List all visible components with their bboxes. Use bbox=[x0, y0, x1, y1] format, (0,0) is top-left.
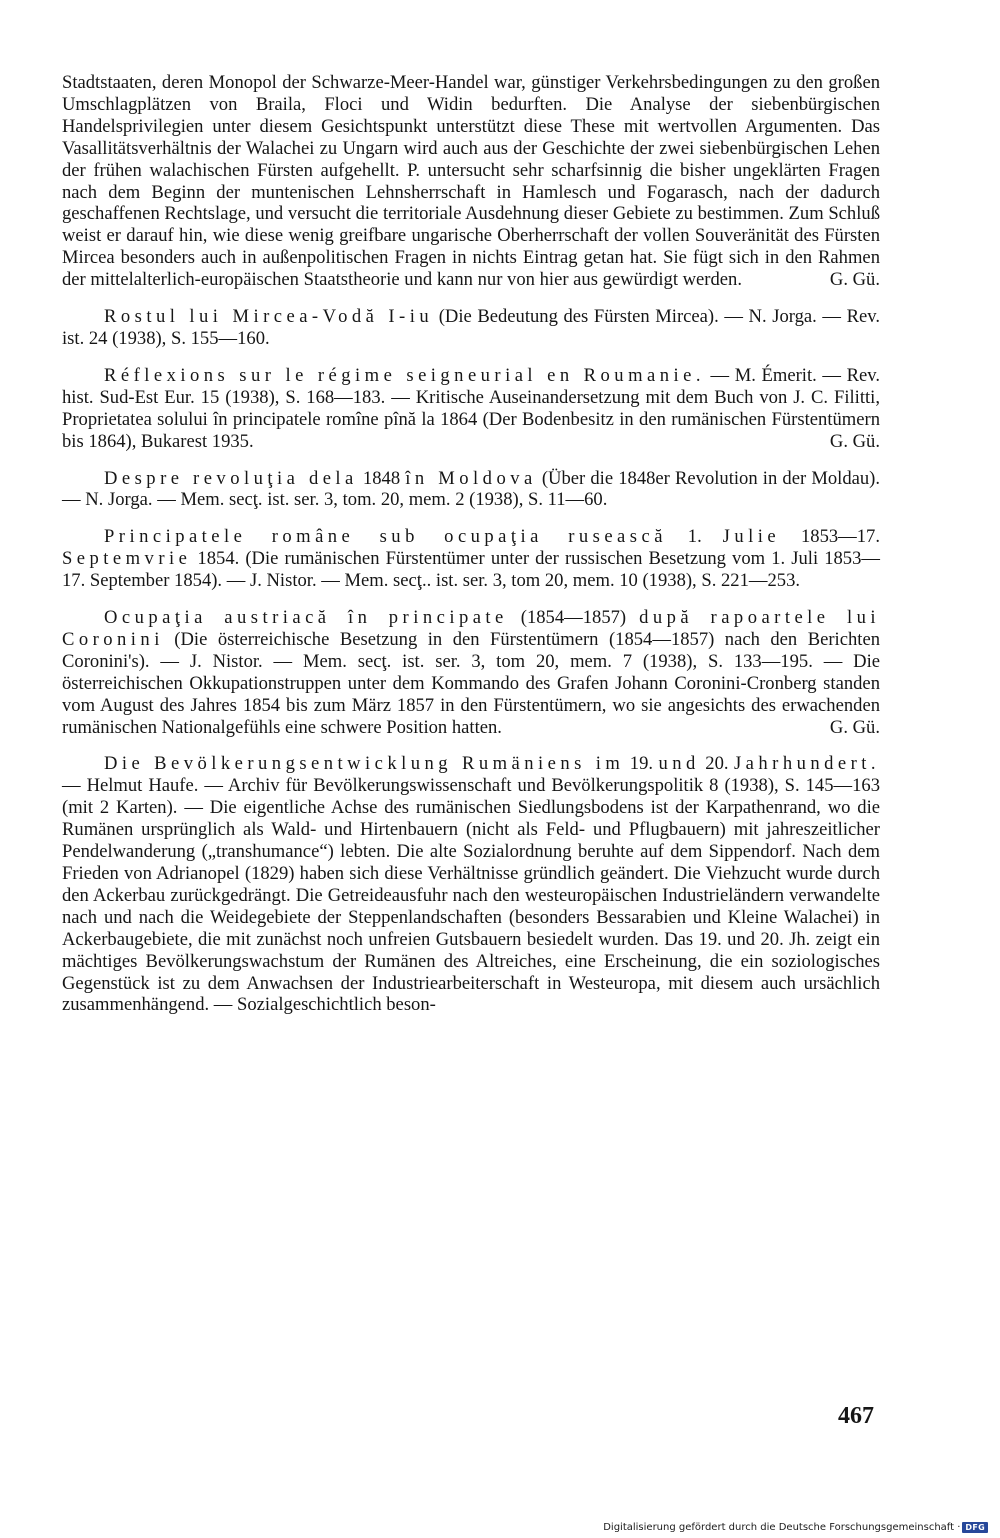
digitization-footer bbox=[603, 1522, 988, 1533]
entry-title-cont-2: Septemvrie bbox=[62, 548, 192, 570]
entry-bevoelkerungsentwicklung bbox=[62, 753, 880, 1016]
entry-ocupatia-austriaca bbox=[62, 607, 880, 738]
entry-title-year: 1848 bbox=[357, 467, 406, 489]
entry-reflexions-regime bbox=[62, 365, 880, 453]
entry-title: Réflexions sur le régime seigneurial en Roumanie. bbox=[104, 364, 705, 386]
entry-title: Despre revoluţia dela bbox=[104, 467, 358, 489]
entry-text: (Die österreichische Besetzung in den Fürstentümern (1854—1857) nach den Berichten Coronini's). — J. Nistor. — Mem. secţ. ist. ser. 3, tom 20, mem. 7 (1938), S. 133—195. — Die österreichischen Okkupationstruppen unter dem Kommando des Grafen Johann Coronini-Cronberg standen vom August des Jahres 1854 bis zum März 1857 in den Fürstentümern, wo sie angesichts des erwachenden rumänischen Nationalgefühls eine schwere Position hatten. bbox=[62, 628, 880, 738]
intro-signature: G. Gü. bbox=[829, 269, 880, 291]
entry-title-cont: în Moldova bbox=[405, 467, 537, 489]
entry-text: (Die Bedeutung des Fürsten Mircea). — N. Jorga. — Rev. ist. 24 (1938), S. 155—160. bbox=[62, 306, 880, 349]
entry-title-cont: und bbox=[658, 753, 700, 775]
entry-title: Die Bevölkerungsentwicklung Rumäniens im bbox=[104, 753, 625, 775]
entry-text: — Helmut Haufe. — Archiv für Bevölkerungswissenschaft und Bevölkerungspolitik 8 (1938), S. 145—163 (mit 2 Karten). — Die eigentliche Achse des rumänischen Siedlungsbodens ist der Karpathenrand, wo die Rumänen ursprünglich als Wald- und Hirtenbauern (nicht als Feld- und Pflugbauern) mit jahreszeitlicher Pendelwanderung („transhumance“) lebten. Die alte Sozialordnung beruhte auf dem Sippendorf. Nach dem Frieden von Adrianopel (1829) haben sich diese Verhältnisse gründlich geändert. Die Viehzucht wurde durch den Ackerbau zurückgedrängt. Die Getreideausfuhr nach den westeuropäischen Industrieländern verwandelte nach und nach die Weidegebiete der Steppenlandschaften (besonders Bessarabien und Kleine Walachei) in Ackerbaugebiete, die mit zunächst noch unfreien Gutsbauern besiedelt wurden. Das 19. und 20. Jh. zeigt ein mächtiges Bevölkerungswachstum der Rumänen des Altreiches, eine Erscheinung, die ein soziologisches Gegenstück ist zu dem Anwachsen der Industriearbeiterschaft in Westeuropa, mit diesem auch ursächlich zusammenhängend. — Sozialgeschichtlich beson- bbox=[62, 775, 880, 1016]
entry-signature: G. Gü. bbox=[829, 716, 880, 738]
page-number: 467 bbox=[838, 1403, 874, 1429]
intro-text: Stadtstaaten, deren Monopol der Schwarze-Meer-Handel war, günstiger Verkehrsbedingungen zu den großen Umschlagplätzen von Braila, Floci und Widin bedurften. Die Analyse der siebenbürgischen Handelsprivilegien unter diesem Gesichtspunkt unterstützt diese These mit wertvollen Argumenten. Das Vasallitätsverhältnis der Walachei zu Ungarn wird auch aus der Geschichte der zwei siebenbürgischen Lehen der frühen walachischen Fürsten aufgehellt. P. untersucht sehr scharfsinnig die bisher ungeklärten Fragen nach dem Beginn der muntenischen Lehnsherrschaft in Hamlesch und Fogarasch, nach der dadurch geschaffenen Rechtslage, und versucht die territoriale Ausdehnung dieser Gebiete zu bestimmen. Zum Schluß weist er darauf hin, wie diese wenig greifbare ungarische Oberherrschaft der vollen Souveränität des Fürsten Mircea besonders auch in außenpolitischen Fragen in nichts Eintrag getan hat. Sie fügt sich in den Rahmen der mittelalterlich-europäischen Staatstheorie und kann nur von hier aus gewürdigt werden. bbox=[62, 72, 880, 291]
footer-text: Digitalisierung gefördert durch die Deutsche Forschungsgemeinschaft · bbox=[603, 1522, 961, 1533]
entry-text: — M. Émerit. — Rev. hist. Sud-Est Eur. 15 (1938), S. 168—183. — Kritische Auseinandersetzung mit dem Buch von J. C. Filitti, Proprietatea solului în principatele romîne pînă la 1864 (Der Bodenbesitz in den rumänischen Fürstentümern bis 1864), Bukarest 1935. bbox=[62, 364, 881, 452]
entry-text: 1854. (Die rumänischen Fürstentümer unter der russischen Besetzung vom 1. Juli 1853—17. September 1854). — J. Nistor. — Mem. secţ.. ist. ser. 3, tom 20, mem. 10 (1938), S. 221—253. bbox=[62, 548, 880, 592]
entry-title: Rostul lui Mircea-Vodă I-iu bbox=[104, 306, 434, 328]
page-body bbox=[62, 72, 880, 1016]
entry-text: (Über die 1848er Revolution in der Moldau). — N. Jorga. — Mem. secţ. ist. ser. 3, tom. 20, mem. 2 (1938), S. 11—60. bbox=[62, 467, 881, 511]
entry-title-cont: Julie bbox=[722, 526, 781, 548]
entry-title: Ocupaţia austriacă în principate bbox=[104, 607, 508, 629]
entry-title-century: 19. bbox=[624, 753, 659, 775]
dfg-logo-icon: DFG bbox=[962, 1522, 988, 1533]
entry-title-cont-2: Jahrhundert. bbox=[733, 753, 880, 775]
entry-title-date-2: 1853—17. bbox=[780, 526, 881, 548]
entry-despre-revolutia bbox=[62, 468, 880, 512]
entry-title: Principatele române sub ocupaţia rusească bbox=[104, 526, 667, 548]
entry-principatele-ocupatia-ruseasca bbox=[62, 526, 880, 592]
entry-title-century-2: 20. bbox=[699, 753, 734, 775]
entry-title-date: 1. bbox=[666, 526, 723, 548]
entry-rostul-mircea bbox=[62, 306, 880, 350]
entry-signature: G. Gü. bbox=[829, 430, 880, 452]
entry-title-years: (1854—1857) bbox=[507, 607, 640, 629]
intro-paragraph bbox=[62, 72, 880, 291]
entry-title-cont: după rapoartele lui Coronini bbox=[62, 607, 880, 650]
